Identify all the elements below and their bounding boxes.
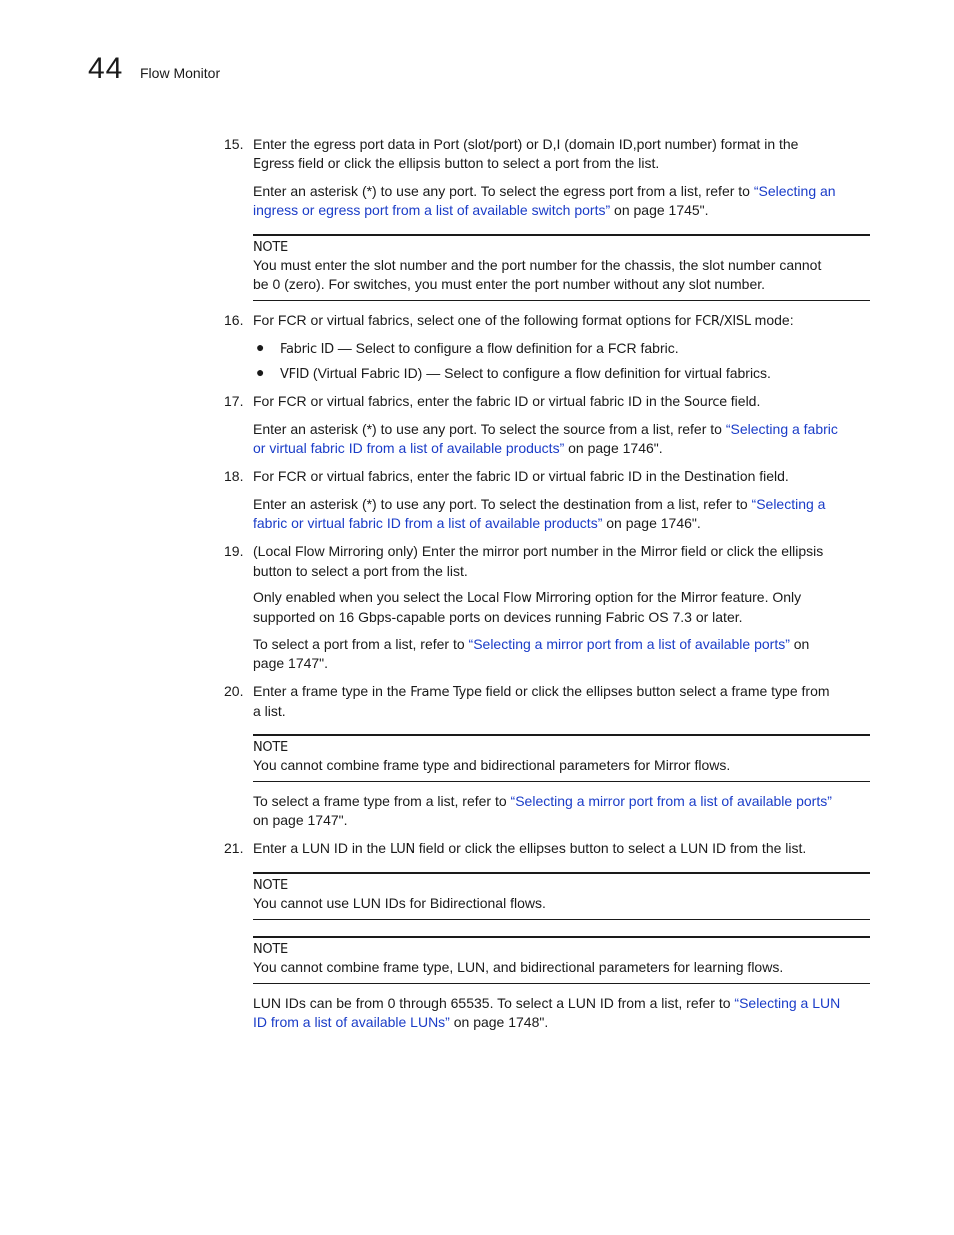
field-name-local-flow-mirroring: Local Flow Mirroring: [467, 591, 592, 606]
note-body: You cannot combine frame type, LUN, and bidirectional parameters for learning flows.: [253, 959, 784, 975]
para-text: supported on 16 Gbps-capable ports on devices running Fabric OS 7.3 or later.: [253, 609, 743, 625]
step-line-rest: field.: [755, 468, 789, 484]
bullet-icon: ●: [256, 364, 265, 380]
paragraph: [253, 635, 873, 673]
step-line: For FCR or virtual fabrics, select one of the following format options for: [253, 312, 695, 328]
field-name-mirror: Mirror: [640, 545, 677, 560]
para-text: on page 1748".: [449, 1014, 549, 1030]
para-text: To select a port from a list, refer to: [253, 636, 469, 652]
paragraph: [253, 495, 873, 533]
field-name-egress: Egress: [253, 157, 295, 172]
para-text: option for the: [591, 589, 681, 605]
step-text: [253, 542, 873, 581]
step-text: [253, 135, 873, 174]
xref-link[interactable]: or virtual fabric ID from a list of available products”: [253, 440, 565, 456]
step-line: Enter the egress port data in Port (slot/port) or D,I (domain ID,port number) format in the: [253, 136, 799, 152]
step-line: button to select a port from the list.: [253, 563, 468, 579]
step-number: 18.: [224, 468, 244, 484]
paragraph: [253, 420, 873, 458]
step-line-rest: field.: [726, 393, 761, 409]
paragraph: [253, 182, 873, 220]
field-name-fcr-xisl: FCR/XISL: [694, 314, 751, 329]
paragraph: [253, 994, 873, 1032]
xref-link[interactable]: “Selecting a fabric: [725, 421, 838, 437]
para-text: on page 1746".: [602, 515, 701, 531]
para-text: on page 1747".: [253, 812, 348, 828]
step-text: [253, 311, 873, 331]
step-line: Enter a LUN ID in the: [253, 840, 390, 856]
step-line: [253, 154, 873, 174]
xref-link[interactable]: “Selecting a mirror port from a list of available ports”: [510, 793, 832, 809]
para-text: To select a frame type from a list, refer to: [253, 793, 511, 809]
note-box: [253, 872, 870, 920]
para-text: Enter an asterisk (*) to use any port. To select the destination from a list, refer to: [253, 496, 752, 512]
para-text: Enter an asterisk (*) to use any port. To select the egress port from a list, refer to: [253, 183, 754, 199]
field-name-destination: Destination: [684, 470, 756, 485]
bullet-icon: ●: [256, 339, 265, 355]
step-number: 15.: [224, 136, 244, 152]
para-text: on page 1746".: [564, 440, 663, 456]
step-line: Enter a frame type in the: [253, 683, 411, 699]
bullet-desc: (Virtual Fabric ID) — Select to configure a flow definition for virtual fabrics.: [309, 365, 771, 381]
chapter-title: Flow Monitor: [140, 65, 221, 81]
note-box: [253, 936, 870, 984]
step-number: 19.: [224, 543, 244, 559]
xref-link[interactable]: “Selecting an: [753, 183, 836, 199]
para-text: LUN IDs can be from 0 through 65535. To select a LUN ID from a list, refer to: [253, 995, 735, 1011]
step-text: [253, 467, 873, 487]
bullet-text: [280, 339, 880, 359]
step-line: For FCR or virtual fabrics, enter the fabric ID or virtual fabric ID in the: [253, 393, 685, 409]
step-text: [253, 392, 873, 412]
para-text: feature. Only: [717, 589, 802, 605]
note-body: You cannot combine frame type and bidirectional parameters for Mirror flows.: [253, 757, 731, 773]
para-text: Only enabled when you select the: [253, 589, 468, 605]
chapter-number: 44: [88, 52, 124, 85]
note-body: [253, 256, 870, 300]
note-label: NOTE: [253, 878, 288, 893]
note-box: [253, 734, 870, 782]
note-body: You cannot use LUN IDs for Bidirectional flows.: [253, 895, 546, 911]
step-line: (Local Flow Mirroring only) Enter the mirror port number in the: [253, 543, 641, 559]
step-text: [253, 839, 873, 859]
paragraph: [253, 792, 873, 830]
xref-link[interactable]: “Selecting a mirror port from a list of available ports”: [468, 636, 790, 652]
step-line-rest: field or click the ellipsis button to select a port from the list.: [294, 155, 660, 171]
para-text: on: [789, 636, 810, 652]
note-line: be 0 (zero). For switches, you must enter the port number without any slot number.: [253, 276, 766, 292]
bullet-text: [280, 364, 880, 384]
note-line: You must enter the slot number and the port number for the chassis, the slot number cannot: [253, 257, 822, 273]
step-number: 20.: [224, 683, 244, 699]
note-label: NOTE: [253, 740, 288, 755]
field-name-frame-type: Frame Type: [410, 685, 482, 700]
step-number: 21.: [224, 840, 244, 856]
field-name-mirror: Mirror: [680, 591, 718, 606]
para-text: Enter an asterisk (*) to use any port. To select the source from a list, refer to: [253, 421, 726, 437]
note-label: NOTE: [253, 942, 288, 957]
xref-link[interactable]: ingress or egress port from a list of available switch ports”: [253, 202, 611, 218]
step-text: [253, 682, 873, 721]
step-line: For FCR or virtual fabrics, enter the fabric ID or virtual fabric ID in the: [253, 468, 685, 484]
para-text: on page 1745".: [610, 202, 709, 218]
bullet-desc: — Select to configure a flow definition for a FCR fabric.: [333, 340, 679, 356]
step-line-rest: mode:: [750, 312, 794, 328]
field-name-lun: LUN: [389, 842, 415, 857]
bullet-term: Fabric ID: [280, 342, 334, 357]
step-line-rest: field or click the ellipses button select a frame type from: [481, 683, 830, 699]
para-text: page 1747".: [253, 655, 329, 671]
step-number: 17.: [224, 393, 244, 409]
field-name-source: Source: [684, 395, 727, 410]
step-line-rest: field or click the ellipsis: [676, 543, 824, 559]
bullet-term: VFID: [280, 367, 310, 382]
xref-link[interactable]: “Selecting a LUN: [734, 995, 841, 1011]
note-label: NOTE: [253, 240, 288, 255]
step-line: a list.: [253, 703, 286, 719]
xref-link[interactable]: ID from a list of available LUNs”: [253, 1014, 450, 1030]
xref-link[interactable]: “Selecting a: [751, 496, 826, 512]
paragraph: [253, 588, 873, 627]
step-line-rest: field or click the ellipses button to select a LUN ID from the list.: [414, 840, 807, 856]
note-box: [253, 234, 870, 301]
step-number: 16.: [224, 312, 244, 328]
xref-link[interactable]: fabric or virtual fabric ID from a list of available products”: [253, 515, 603, 531]
